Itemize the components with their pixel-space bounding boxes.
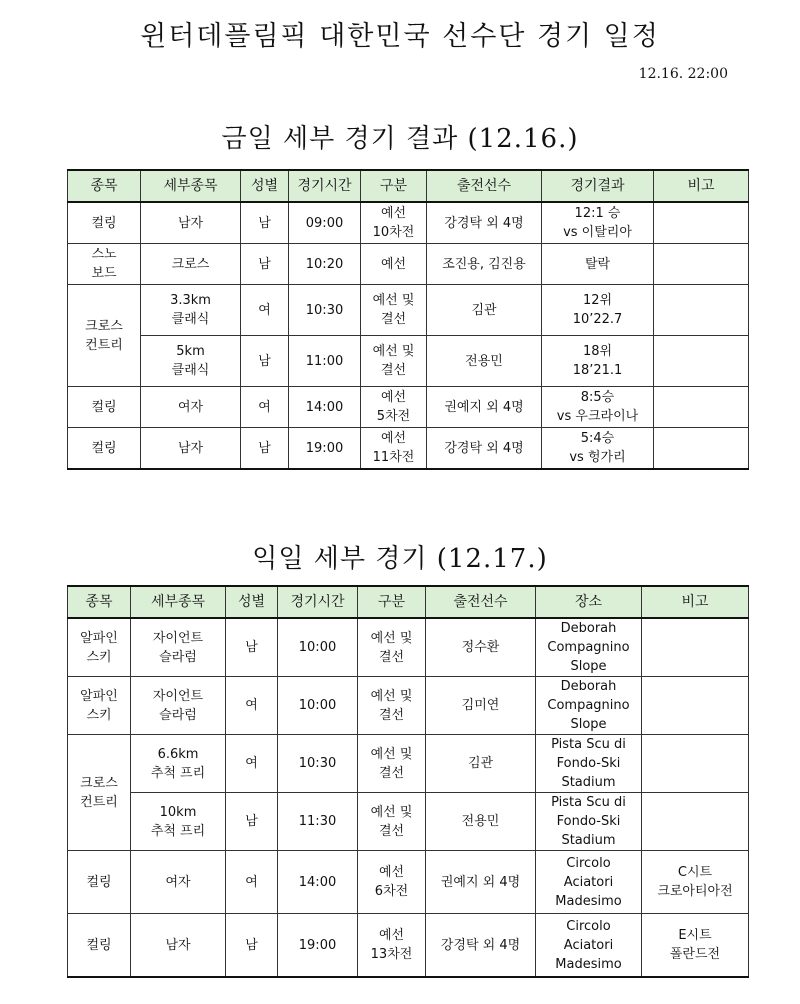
cell-note: C시트 크로아티아전: [642, 851, 749, 914]
cell-result: 12위 10’22.7: [542, 285, 654, 336]
cell-time: 10:00: [278, 677, 358, 735]
cell-note: [654, 428, 749, 470]
cell-athletes: 조진용, 김진용: [427, 244, 542, 285]
cell-time: 10:30: [289, 285, 361, 336]
cell-event: 크로스: [141, 244, 241, 285]
cell-gender: 남: [241, 244, 289, 285]
cell-note: [654, 387, 749, 428]
cell-gender: 여: [226, 735, 278, 793]
cell-event: 5km 클래식: [141, 336, 241, 387]
cell-athletes: 김미연: [426, 677, 536, 735]
cell-event: 10km 추척 프리: [131, 793, 226, 851]
cell-time: 14:00: [289, 387, 361, 428]
cell-time: 11:30: [278, 793, 358, 851]
table-row: [68, 735, 749, 793]
cell-event: 자이언트 슬라럼: [131, 677, 226, 735]
cell-time: 19:00: [278, 914, 358, 978]
cell-result: 8:5승 vs 우크라이나: [542, 387, 654, 428]
cell-note: [642, 618, 749, 677]
cell-time: 10:00: [278, 618, 358, 677]
cell-time: 10:30: [278, 735, 358, 793]
table-row: [68, 244, 749, 285]
col-header: 비고: [642, 586, 749, 618]
cell-athletes: 전용민: [427, 336, 542, 387]
cell-event: 남자: [131, 914, 226, 978]
cell-note: [654, 285, 749, 336]
cell-gender: 남: [226, 618, 278, 677]
cell-sport: 알파인 스키: [68, 618, 131, 677]
cell-round: 예선: [361, 244, 427, 285]
cell-sport: 컬링: [68, 202, 141, 244]
table-row: [68, 336, 749, 387]
cell-athletes: 전용민: [426, 793, 536, 851]
page-title: 윈터데플림픽 대한민국 선수단 경기 일정: [140, 21, 660, 52]
cell-note: [654, 202, 749, 244]
cell-round: 예선 및 결선: [358, 618, 426, 677]
cell-result: 18위 18’21.1: [542, 336, 654, 387]
cell-athletes: 강경탁 외 4명: [426, 914, 536, 978]
today-results-title: 금일 세부 경기 결과 (12.16.): [221, 124, 579, 154]
cell-round: 예선 및 결선: [361, 285, 427, 336]
cell-result: 12:1 승 vs 이탈리아: [542, 202, 654, 244]
col-header: 비고: [654, 170, 749, 202]
cell-event: 여자: [141, 387, 241, 428]
col-header: 경기시간: [289, 170, 361, 202]
table-row: [68, 428, 749, 470]
cell-event: 남자: [141, 428, 241, 470]
cell-note: [654, 336, 749, 387]
cell-round: 예선 및 결선: [361, 336, 427, 387]
col-header: 종목: [68, 586, 131, 618]
cell-time: 19:00: [289, 428, 361, 470]
col-header: 세부종목: [131, 586, 226, 618]
cell-round: 예선 11차전: [361, 428, 427, 470]
cell-gender: 여: [241, 285, 289, 336]
cell-round: 예선 및 결선: [358, 793, 426, 851]
cell-result: 5:4승 vs 헝가리: [542, 428, 654, 470]
table-row: [68, 851, 749, 914]
tomorrow-schedule-title: 익일 세부 경기 (12.17.): [252, 544, 548, 574]
cell-note: [642, 793, 749, 851]
cell-gender: 남: [226, 793, 278, 851]
cell-round: 예선 5차전: [361, 387, 427, 428]
cell-round: 예선 13차전: [358, 914, 426, 978]
cell-athletes: 김관: [426, 735, 536, 793]
cell-result: 탈락: [542, 244, 654, 285]
col-header: 경기시간: [278, 586, 358, 618]
cell-note: [654, 244, 749, 285]
cell-sport: 스노 보드: [68, 244, 141, 285]
cell-sport: 컬링: [68, 851, 131, 914]
cell-note: [642, 677, 749, 735]
cell-athletes: 정수환: [426, 618, 536, 677]
cell-time: 09:00: [289, 202, 361, 244]
cell-sport: 컬링: [68, 914, 131, 978]
cell-gender: 남: [241, 336, 289, 387]
cell-venue: Deborah Compagnino Slope: [536, 677, 642, 735]
table-row: [68, 202, 749, 244]
col-header: 장소: [536, 586, 642, 618]
table-row: [68, 387, 749, 428]
cell-event: 3.3km 클래식: [141, 285, 241, 336]
col-header: 성별: [241, 170, 289, 202]
cell-sport: 크로스 컨트리: [68, 285, 141, 387]
cell-venue: Deborah Compagnino Slope: [536, 618, 642, 677]
cell-round: 예선 및 결선: [358, 735, 426, 793]
table-row: [68, 677, 749, 735]
table-row: [68, 285, 749, 336]
cell-sport: 컬링: [68, 387, 141, 428]
col-header: 출전선수: [426, 586, 536, 618]
cell-time: 14:00: [278, 851, 358, 914]
cell-athletes: 권예지 외 4명: [427, 387, 542, 428]
col-header: 출전선수: [427, 170, 542, 202]
cell-event: 남자: [141, 202, 241, 244]
col-header: 경기결과: [542, 170, 654, 202]
col-header: 구분: [358, 586, 426, 618]
cell-event: 여자: [131, 851, 226, 914]
today-results-table: [67, 169, 749, 470]
col-header: 성별: [226, 586, 278, 618]
cell-time: 11:00: [289, 336, 361, 387]
table-header-row: [68, 170, 749, 202]
cell-athletes: 권예지 외 4명: [426, 851, 536, 914]
cell-event: 6.6km 추척 프리: [131, 735, 226, 793]
table-row: [68, 914, 749, 978]
cell-athletes: 김관: [427, 285, 542, 336]
col-header: 종목: [68, 170, 141, 202]
cell-gender: 여: [241, 387, 289, 428]
cell-venue: Circolo Aciatori Madesimo: [536, 851, 642, 914]
cell-athletes: 강경탁 외 4명: [427, 202, 542, 244]
tomorrow-schedule-table: [67, 585, 749, 978]
cell-note: [642, 735, 749, 793]
cell-gender: 남: [241, 202, 289, 244]
update-timestamp: 12.16. 22:00: [638, 66, 728, 82]
table-header-row: [68, 586, 749, 618]
cell-gender: 여: [226, 677, 278, 735]
cell-round: 예선 10차전: [361, 202, 427, 244]
cell-venue: Circolo Aciatori Madesimo: [536, 914, 642, 978]
cell-athletes: 강경탁 외 4명: [427, 428, 542, 470]
cell-gender: 여: [226, 851, 278, 914]
cell-venue: Pista Scu di Fondo-Ski Stadium: [536, 793, 642, 851]
cell-gender: 남: [226, 914, 278, 978]
cell-event: 자이언트 슬라럼: [131, 618, 226, 677]
cell-sport: 알파인 스키: [68, 677, 131, 735]
cell-gender: 남: [241, 428, 289, 470]
cell-round: 예선 6차전: [358, 851, 426, 914]
cell-venue: Pista Scu di Fondo-Ski Stadium: [536, 735, 642, 793]
col-header: 세부종목: [141, 170, 241, 202]
col-header: 구분: [361, 170, 427, 202]
cell-sport: 크로스 컨트리: [68, 735, 131, 851]
cell-round: 예선 및 결선: [358, 677, 426, 735]
cell-time: 10:20: [289, 244, 361, 285]
cell-note: E시트 폴란드전: [642, 914, 749, 978]
table-row: [68, 618, 749, 677]
cell-sport: 컬링: [68, 428, 141, 470]
table-row: [68, 793, 749, 851]
